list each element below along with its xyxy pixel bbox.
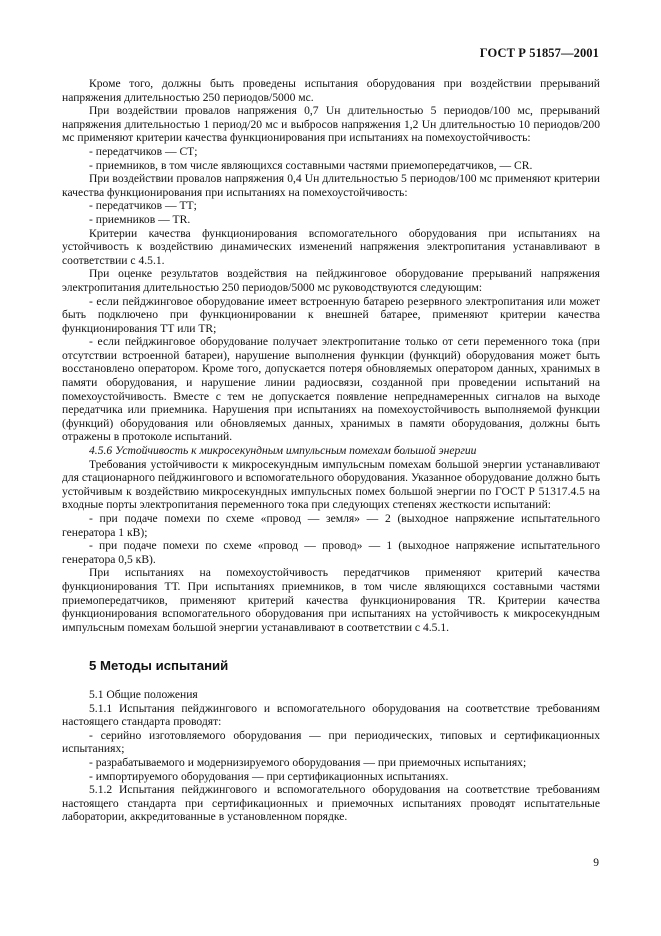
paragraph: При воздействии провалов напряжения 0,4 Uн длительностью 5 периодов/100 мс применяют критерии качества функционирования при испытаниях на помехоустойчивость: [62, 172, 600, 199]
list-item: - при подаче помехи по схеме «провод — провод» — 1 (выходное напряжение испытательного генератора 0,5 кВ). [62, 539, 600, 566]
list-item: - приемников — TR. [89, 212, 191, 226]
list-item: - разрабатываемого и модернизируемого оборудования — при приемочных испытаниях; [89, 755, 527, 769]
subsection-heading: 4.5.6 Устойчивость к микросекундным импульсным помехам большой энергии [89, 444, 477, 458]
list-item: - приемников, в том числе являющихся составными частями приемопередатчиков, — CR. [89, 158, 533, 172]
standard-header: ГОСТ Р 51857—2001 [479, 46, 599, 60]
section-title: 5 Методы испытаний [89, 658, 229, 674]
paragraph: 5.1.2 Испытания пейджингового и вспомогательного оборудования на соответствие требованиям настоящего стандарта при сертификационных и приемочных испытаниях проводят испытательные лаборатории, аккредитованные в установленном порядке. [62, 783, 600, 824]
page-number: 9 [593, 857, 599, 869]
list-item: - если пейджинговое оборудование имеет встроенную батарею резервного электропитания или может быть подключено при функционировании к внешней батарее, применяют критерии качества функционирования ТТ или TR; [62, 294, 600, 335]
paragraph: Требования устойчивости к микросекундным импульсным помехам большой энергии устанавливают для стационарного пейджингового и вспомогательного оборудования. Указанное оборудование должно быть устойчивым к воздействию микросекундных импульсных помех большой энергии по ГОСТ Р 51317.4.5 на входные порты электропитания переменного тока при следующих степенях жесткости испытаний: [62, 457, 600, 512]
list-item: - передатчиков — ТТ; [89, 199, 197, 213]
paragraph: При оценке результатов воздействия на пейджинговое оборудование прерываний напряжения электропитания длительностью 250 периодов/5000 мс руководствуются следующим: [62, 267, 600, 294]
list-item: - если пейджинговое оборудование получает электропитание только от сети переменного тока (при отсутствии встроенной батареи), нарушение выполнения функции (функций) оборудования может быть восстановлено оператором. Кроме того, допускается потеря обновляемых оператором данных, хранимых в памяти оборудования, и нарушение линии радиосвязи, созданной при проведении испытаний на помехоустойчивость. Вместе с тем не допускается появление непреднамеренных сигналов на выходе передатчика или приемника. Нарушения при испытаниях на помехоустойчивость выполняемой функции (функций) оборудования или обновляемых данных, хранимых в памяти оборудования, должны быть отражены в протоколе испытаний. [62, 335, 600, 444]
paragraph: При воздействии провалов напряжения 0,7 Uн длительностью 5 периодов/100 мс, прерываний напряжения длительностью 1 период/20 мс и выбросов напряжения 1,2 Uн длительностью 10 периодов/200 мс применяют критерии качества функционирования при испытаниях на помехоустойчивость: [62, 104, 600, 145]
document-body [62, 77, 600, 824]
list-item: - импортируемого оборудования — при сертификационных испытаниях. [89, 769, 449, 783]
subsection-heading: 5.1 Общие положения [89, 687, 198, 701]
paragraph: Критерии качества функционирования вспомогательного оборудования при испытаниях на устойчивость к воздействию динамических изменений напряжения электропитания устанавливают в соответствии с 4.5.1. [62, 226, 600, 267]
paragraph: 5.1.1 Испытания пейджингового и вспомогательного оборудования на соответствие требованиям настоящего стандарта проводят: [62, 701, 600, 729]
paragraph: Кроме того, должны быть проведены испытания оборудования при воздействии прерываний напряжения длительностью 250 периодов/5000 мс. [62, 77, 600, 104]
list-item: - передатчиков — СТ; [89, 144, 198, 158]
list-item: - серийно изготовляемого оборудования — при периодических, типовых и сертификационных испытаниях; [62, 728, 600, 756]
list-item: - при подаче помехи по схеме «провод — земля» — 2 (выходное напряжение испытательного генератора 1 кВ); [62, 512, 600, 539]
paragraph: При испытаниях на помехоустойчивость передатчиков применяют критерий качества функционирования ТТ. При испытаниях приемников, в том числе являющихся составными частями приемопередатчиков, применяют критерий качества функционирования TR. Критерии качества функционирования вспомогательного оборудования при испытаниях на устойчивость к микросекундным импульсным помехам большой энергии устанавливают в соответствии с 4.5.1. [62, 566, 600, 634]
